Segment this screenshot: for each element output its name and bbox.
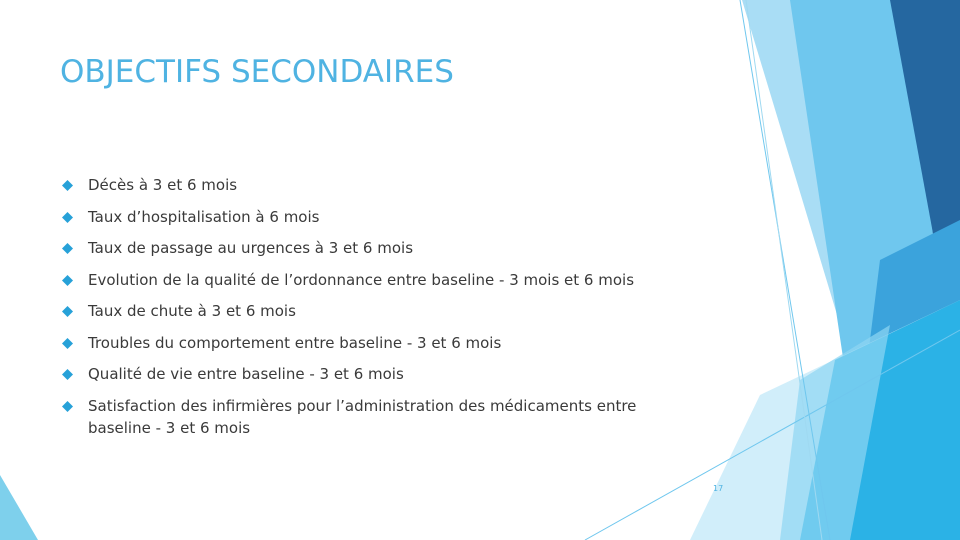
bullet-item xyxy=(62,395,688,439)
diamond-bullet-icon xyxy=(62,338,73,349)
diamond-bullet-icon xyxy=(62,306,73,317)
bullet-text: Décès à 3 et 6 mois xyxy=(88,176,238,194)
diamond-bullet-icon xyxy=(62,180,73,191)
corner-triangle-left xyxy=(0,475,38,540)
slide-title: OBJECTIFS SECONDAIRES xyxy=(60,54,454,90)
diamond-bullet-icon xyxy=(62,243,73,254)
bullet-list xyxy=(62,174,702,448)
bullet-item xyxy=(62,363,702,385)
bullet-item xyxy=(62,300,702,322)
bullet-item xyxy=(62,174,702,196)
bullet-text: Taux d’hospitalisation à 6 mois xyxy=(88,207,320,226)
bullet-item xyxy=(62,206,702,228)
diamond-bullet-icon xyxy=(62,212,73,223)
page-number: 17 xyxy=(713,484,724,493)
bullet-text: Evolution de la qualité de l’ordonnance entre baseline - 3 mois et 6 mois xyxy=(88,270,635,289)
diamond-bullet-icon xyxy=(62,401,73,412)
diamond-bullet-icon xyxy=(62,369,73,380)
bullet-text: Taux de passage au urgences à 3 et 6 mois xyxy=(88,239,414,257)
bullet-item xyxy=(62,237,702,259)
bullet-text: Qualité de vie entre baseline - 3 et 6 mois xyxy=(88,365,404,383)
bullet-item xyxy=(62,332,702,354)
bullet-text: Troubles du comportement entre baseline - 3 et 6 mois xyxy=(88,333,502,352)
bullet-item xyxy=(62,269,702,291)
bullet-text: Taux de chute à 3 et 6 mois xyxy=(88,302,296,320)
diamond-bullet-icon xyxy=(62,275,73,286)
bullet-text: Satisfaction des infirmières pour l’administration des médicaments entre baseline - 3 et 6 mois xyxy=(88,396,637,437)
